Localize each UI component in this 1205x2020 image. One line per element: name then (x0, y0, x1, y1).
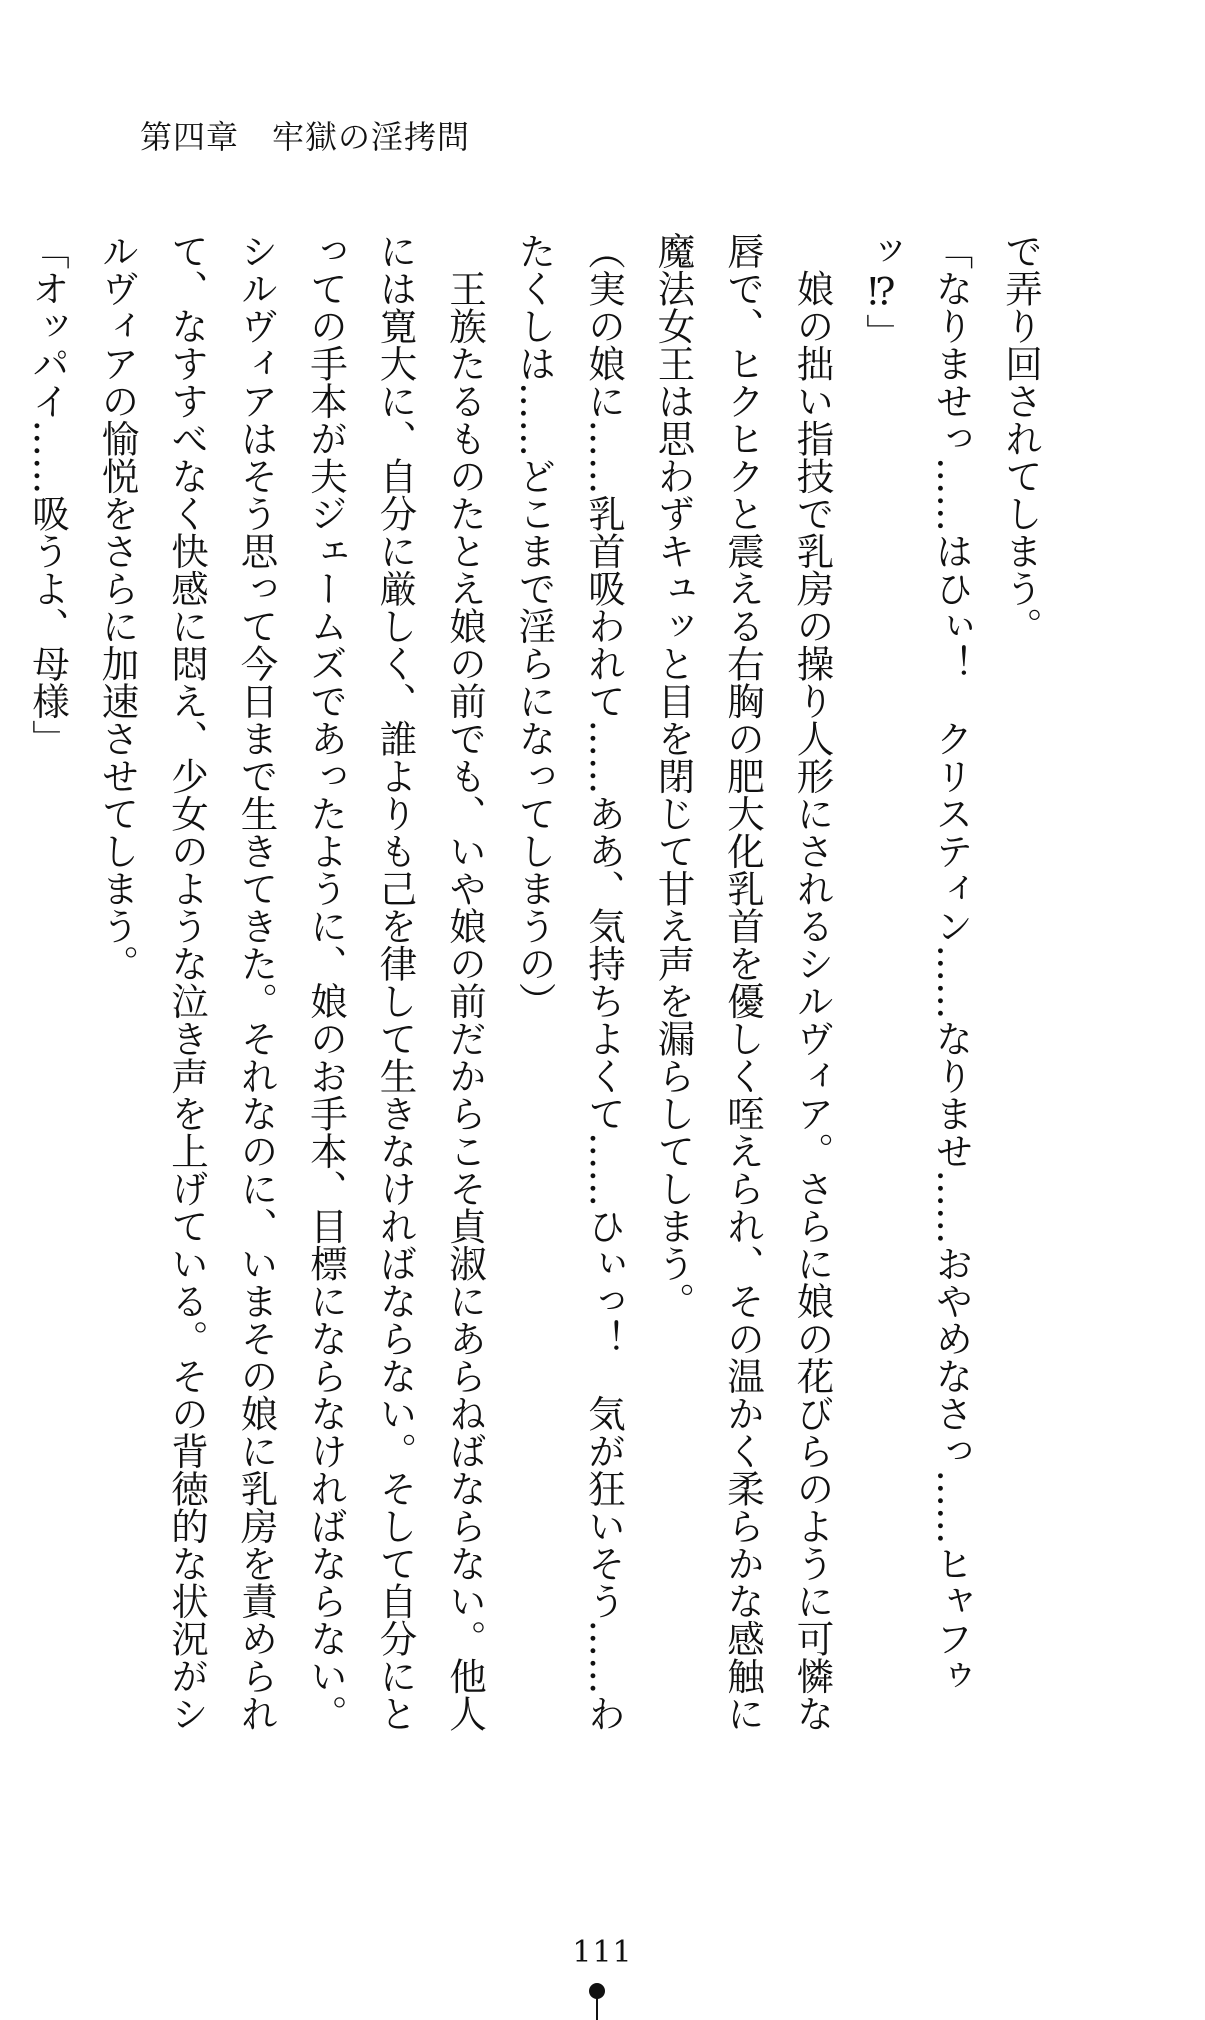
text-line: 娘の拙い指技で乳房の操り人形にされるシルヴィア。さらに娘の花びらのように可憐な (790, 232, 835, 1732)
text-line: ルヴィアの愉悦をさらに加速させてしまう。 (95, 232, 140, 982)
page-marker-stem (596, 1995, 598, 2020)
text-line: ッ⁉」 (860, 232, 904, 351)
text-line: て、なすすべなく快感に悶え、少女のような泣き声を上げている。その背徳的な状況がシ (165, 232, 209, 1732)
text-line: っての手本が夫ジェームズであったように、娘のお手本、目標にならなければならない。 (304, 232, 348, 1732)
text-line: 「なりませっ……はひぃ！ クリスティン……なりませ……おやめなさっ……ヒャフゥ (929, 232, 974, 1695)
text-line: たくしは……どこまで淫らになってしまうの） (512, 232, 557, 1020)
text-line: 魔法女王は思わずキュッと目を閉じて甘え声を漏らしてしまう。 (651, 232, 696, 1320)
text-line (0, 232, 13, 1732)
text-line: には寛大に、自分に厳しく、誰よりも己を律して生きなければならない。そして自分にと (373, 232, 418, 1732)
chapter-header: 第四章 牢獄の淫拷問 (140, 118, 471, 156)
text-line: 「オッパイ……吸うよ、母様」 (26, 232, 70, 757)
text-line: で弄り回されてしまう。 (999, 232, 1043, 645)
text-line: 唇で、ヒクヒクと震える右胸の肥大化乳首を優しく咥えられ、その温かく柔らかな感触に (721, 232, 765, 1732)
text-line: シルヴィアはそう思って今日まで生きてきた。それなのに、いまその娘に乳房を責められ (234, 232, 279, 1732)
body-text (26, 232, 1055, 1732)
text-line: 王族たるものたとえ娘の前でも、いや娘の前だからこそ貞淑にあらねばならない。他人 (443, 232, 487, 1732)
page-number: 111 (572, 1935, 633, 1970)
text-line: （実の娘に……乳首吸われて……ああ、気持ちよくて……ひぃっ！ 気が狂いそう……わ (582, 232, 626, 1732)
